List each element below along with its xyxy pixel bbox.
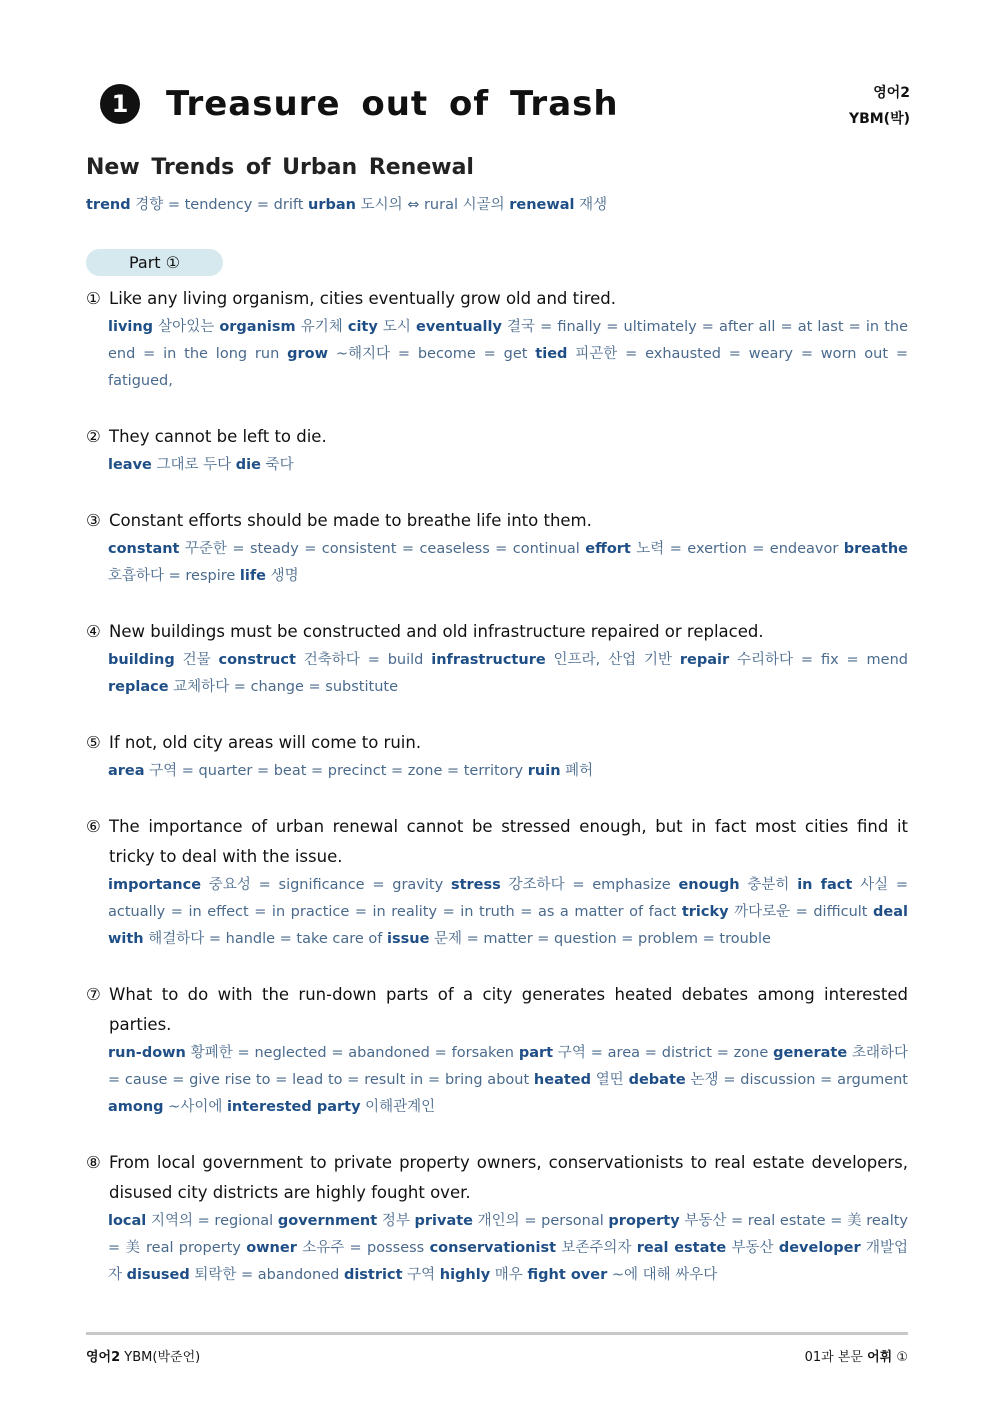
sentence-number: ① <box>86 289 101 308</box>
sentence-number: ⑤ <box>86 733 101 752</box>
sentence <box>86 728 908 758</box>
footer-lesson: 01과 본문 <box>804 1350 868 1365</box>
vocab-meaning: 개발업자 <box>108 1240 908 1283</box>
sentence-item <box>86 506 908 590</box>
sentence <box>86 284 908 314</box>
course-subject: 영어2 <box>873 85 910 101</box>
vocab-word: in fact <box>797 877 853 893</box>
sentence-text: If not, old city areas will come to ruin. <box>109 733 422 752</box>
sentence-text: New buildings must be constructed and old infrastructure repaired or replaced. <box>109 622 764 641</box>
sentence-item <box>86 812 908 953</box>
vocab-word: importance <box>108 877 202 893</box>
vocab-meaning: 열띤 <box>591 1072 629 1088</box>
section-title: New Trends of Urban Renewal <box>86 155 474 180</box>
vocab-meaning: 퇴락한 = abandoned <box>189 1267 344 1283</box>
sentence-number: ④ <box>86 622 101 641</box>
vocab-meaning: 구역 = quarter = beat = precinct = zone = territory <box>144 763 528 779</box>
footer-subject: 영어2 <box>86 1350 121 1365</box>
vocab-meaning: 황폐한 = neglected = abandoned = forsaken <box>185 1045 519 1061</box>
vocab-word: city <box>347 319 378 335</box>
vocab-meaning: 노력 = exertion = endeavor <box>630 541 844 557</box>
vocab-meaning: 결국 = finally = ultimately = after all = at last = in the end = in the long run <box>108 319 909 362</box>
sentence-number: ② <box>86 427 101 446</box>
vocab-word: disused <box>126 1267 190 1283</box>
vocab-word: repair <box>679 652 730 668</box>
sentence-number: ⑦ <box>86 985 101 1004</box>
vocab-meaning: 죽다 <box>260 457 294 473</box>
vocab-meaning: ~사이에 <box>163 1099 227 1115</box>
sentence-vocab <box>86 872 908 953</box>
vocab-meaning: 건물 <box>174 652 219 668</box>
vocab-meaning: 소유주 = possess <box>296 1240 430 1256</box>
vocab-meaning: 이해관계인 <box>360 1099 436 1115</box>
vocab-meaning: 인프라, 산업 기반 <box>545 652 680 668</box>
sentence-text: The importance of urban renewal cannot be stressed enough, but in fact most cities find it tricky to deal with the issue. <box>109 817 908 866</box>
sentence-item <box>86 284 908 395</box>
footer-vocab-label: 어휘 <box>867 1350 893 1365</box>
vocab-word: private <box>414 1213 474 1229</box>
course-publisher: YBM(박) <box>848 111 910 127</box>
vocab-meaning: 부동산 <box>726 1240 779 1256</box>
vocab-meaning: 논쟁 = discussion = argument <box>685 1072 908 1088</box>
vocab-word: organism <box>219 319 296 335</box>
vocab-meaning: 지역의 = regional <box>146 1213 278 1229</box>
vocab-meaning: 구역 = area = district = zone <box>553 1045 774 1061</box>
vocab-meaning: 부동산 = real estate = 美 realty = 美 real property <box>108 1213 908 1256</box>
vocab-word: highly <box>439 1267 491 1283</box>
vocab-meaning: 충분히 <box>739 877 798 893</box>
vocab-meaning: 생명 <box>266 568 299 584</box>
vocab-word: debate <box>628 1072 686 1088</box>
vocab-word: generate <box>773 1045 848 1061</box>
footer-author: YBM(박준언) <box>120 1350 201 1365</box>
vocab-word: government <box>277 1213 378 1229</box>
vocab-word: property <box>608 1213 680 1229</box>
sentence-number: ③ <box>86 511 101 530</box>
footer-divider <box>86 1332 908 1335</box>
sentence-item <box>86 1148 908 1289</box>
sentence <box>86 506 908 536</box>
page-title: Treasure out of Trash <box>166 84 619 124</box>
title-group <box>100 84 619 124</box>
vocab-word: die <box>235 457 261 473</box>
vocab-meaning: 건축하다 = build <box>295 652 432 668</box>
sentence-item <box>86 422 908 479</box>
course-badge <box>849 80 910 132</box>
sentence-vocab <box>86 1208 908 1289</box>
sentence-vocab <box>86 758 908 785</box>
vocab-word: construct <box>218 652 296 668</box>
vocab-word: trend <box>86 197 131 213</box>
vocab-word: tricky <box>681 904 729 920</box>
vocab-word: urban <box>308 197 356 213</box>
sentence-text: Constant efforts should be made to breathe life into them. <box>109 511 592 530</box>
sentence-text: From local government to private property owners, conservationists to real estate developers, disused city districts are highly fought over. <box>109 1153 908 1202</box>
vocab-word: district <box>343 1267 403 1283</box>
vocab-word: enough <box>678 877 740 893</box>
vocab-meaning: 피곤한 = exhausted = weary = worn out = fatigued, <box>108 346 908 389</box>
vocab-meaning: 도시의 ⇔ rural 시골의 <box>355 197 510 213</box>
sentence <box>86 980 908 1040</box>
vocab-word: heated <box>533 1072 592 1088</box>
vocab-meaning: 도시 <box>377 319 417 335</box>
vocab-meaning: 정부 <box>377 1213 415 1229</box>
vocab-meaning: 그대로 두다 <box>151 457 236 473</box>
vocab-meaning: 개인의 = personal <box>473 1213 609 1229</box>
sentence-vocab <box>86 314 908 395</box>
vocab-meaning: 꾸준한 = steady = consistent = ceaseless = continual <box>179 541 586 557</box>
vocab-meaning: 까다로운 = difficult <box>728 904 874 920</box>
sentence-vocab <box>86 536 908 590</box>
vocab-word: owner <box>246 1240 297 1256</box>
vocab-word: breathe <box>843 541 908 557</box>
vocab-meaning: 재생 <box>574 197 608 213</box>
vocab-word: infrastructure <box>431 652 546 668</box>
vocab-word: part <box>518 1045 554 1061</box>
sentence-list <box>86 284 908 1316</box>
sentence <box>86 422 908 452</box>
vocab-word: real estate <box>636 1240 727 1256</box>
vocab-word: effort <box>585 541 631 557</box>
vocab-meaning: 폐허 <box>560 763 594 779</box>
vocab-meaning: 초래하다 = cause = give rise to = lead to = result in = bring about <box>108 1045 908 1088</box>
vocab-meaning: 수리하다 = fix = mend <box>729 652 908 668</box>
vocab-meaning: 사실 = actually = in effect = in practice = in reality = in truth = as a matter of fact <box>108 877 909 920</box>
page-header <box>100 80 910 140</box>
vocab-word: developer <box>778 1240 861 1256</box>
sentence <box>86 1148 908 1208</box>
sentence <box>86 812 908 872</box>
vocab-word: constant <box>108 541 180 557</box>
sentence-item <box>86 728 908 785</box>
vocab-meaning: ~에 대해 싸우다 <box>607 1267 718 1283</box>
vocab-word: run-down <box>108 1045 186 1061</box>
sentence-item <box>86 980 908 1121</box>
sentence <box>86 617 908 647</box>
vocab-meaning: 호흡하다 = respire <box>108 568 240 584</box>
vocab-word: issue <box>387 931 430 947</box>
vocab-meaning: 경향 = tendency = drift <box>130 197 308 213</box>
vocab-word: interested party <box>226 1099 361 1115</box>
vocab-meaning: 중요성 = significance = gravity <box>201 877 451 893</box>
vocab-word: life <box>239 568 267 584</box>
sentence-text: What to do with the run-down parts of a city generates heated debates among interested parties. <box>109 985 908 1034</box>
vocab-word: area <box>108 763 145 779</box>
sentence-number: ⑧ <box>86 1153 101 1172</box>
section-vocab <box>86 193 607 214</box>
vocab-word: living <box>108 319 154 335</box>
vocab-word: replace <box>108 679 169 695</box>
vocab-meaning: 구역 <box>402 1267 440 1283</box>
footer-left <box>86 1346 200 1365</box>
sentence-vocab <box>86 1040 908 1121</box>
vocab-word: eventually <box>416 319 502 335</box>
vocab-word: stress <box>450 877 501 893</box>
vocab-meaning: 문제 = matter = question = problem = trouble <box>429 931 771 947</box>
sentence-text: Like any living organism, cities eventually grow old and tired. <box>109 289 616 308</box>
vocab-word: leave <box>108 457 152 473</box>
vocab-meaning: 매우 <box>490 1267 528 1283</box>
vocab-meaning: 강조하다 = emphasize <box>500 877 679 893</box>
vocab-word: fight over <box>527 1267 608 1283</box>
vocab-word: tied <box>535 346 568 362</box>
vocab-word: conservationist <box>429 1240 557 1256</box>
vocab-meaning: 해결하다 = handle = take care of <box>143 931 388 947</box>
vocab-word: renewal <box>509 197 575 213</box>
vocab-meaning: 유기체 <box>295 319 348 335</box>
footer-part: ① <box>892 1350 908 1365</box>
vocab-word: grow <box>287 346 328 362</box>
sentence-vocab <box>86 647 908 701</box>
part-label: Part ① <box>86 249 223 276</box>
vocab-word: building <box>108 652 175 668</box>
vocab-word: among <box>108 1099 164 1115</box>
vocab-meaning: 교체하다 = change = substitute <box>168 679 398 695</box>
vocab-word: ruin <box>527 763 561 779</box>
sentence-number: ⑥ <box>86 817 101 836</box>
sentence-vocab <box>86 452 908 479</box>
vocab-meaning: ~해지다 = become = get <box>328 346 536 362</box>
vocab-meaning: 보존주의자 <box>556 1240 637 1256</box>
footer-right <box>805 1346 908 1365</box>
sentence-item <box>86 617 908 701</box>
sentence-text: They cannot be left to die. <box>109 427 327 446</box>
vocab-meaning: 살아있는 <box>153 319 220 335</box>
vocab-word: local <box>108 1213 147 1229</box>
lesson-number-badge: 1 <box>100 84 140 124</box>
vocab-word: deal with <box>108 904 908 947</box>
